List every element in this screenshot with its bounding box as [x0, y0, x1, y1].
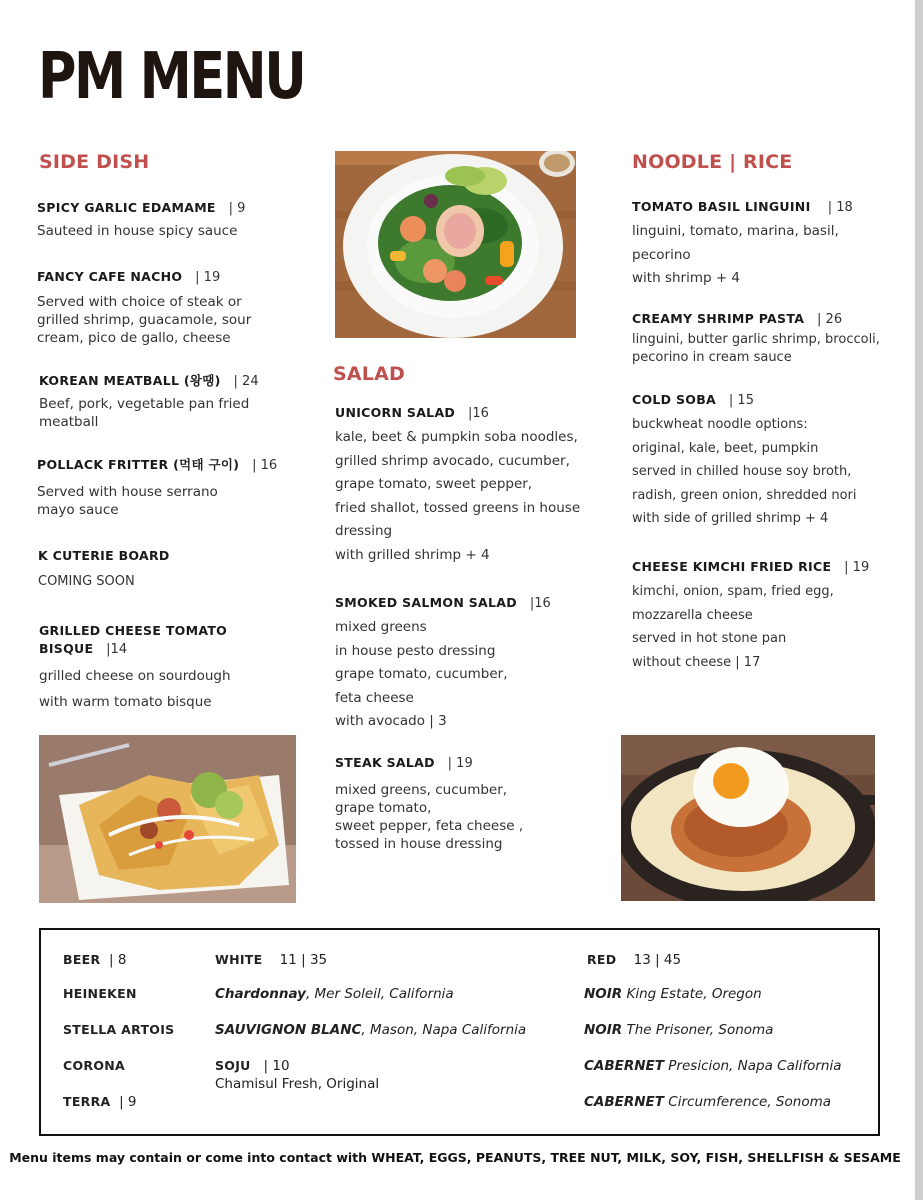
item-price: | 24 — [233, 374, 259, 389]
item-name: GRILLED CHEESE TOMATO BISQUE — [39, 623, 228, 656]
beer-item: STELLA ARTOIS — [63, 1022, 175, 1037]
wine-detail: Presicion, Napa California — [664, 1058, 842, 1074]
item-name: K CUTERIE BOARD — [38, 548, 170, 563]
red-wine — [584, 1022, 773, 1038]
item-price: |14 — [106, 642, 128, 657]
soju-heading: SOJU — [215, 1058, 251, 1073]
item-price: |16 — [467, 406, 489, 421]
item-desc: mixed greens in house pesto dressing grape tomato, cucumber, feta cheese with avocado | 3 — [335, 619, 508, 729]
menu-item — [37, 456, 307, 519]
item-desc: Served with choice of steak or grilled shrimp, guacamole, sour cream, pico de gallo, cheese — [37, 294, 252, 346]
terra-name: TERRA — [63, 1094, 111, 1109]
soju-detail: Chamisul Fresh, Original — [215, 1076, 380, 1092]
item-desc: Served with house serrano mayo sauce — [37, 484, 218, 518]
beer-header — [63, 952, 126, 968]
menu-item — [632, 558, 907, 674]
soju-price: | 10 — [263, 1058, 290, 1074]
beer-item — [63, 1094, 137, 1110]
item-price: | 15 — [728, 393, 754, 408]
item-desc: linguini, butter garlic shrimp, broccoli, pecorino in cream sauce — [632, 332, 880, 365]
beer-heading: BEER — [63, 952, 101, 967]
nacho-photo — [39, 735, 296, 903]
red-price: 13 | 45 — [633, 952, 682, 968]
page-title: PM MENU — [38, 40, 305, 114]
menu-item — [632, 391, 907, 531]
allergen-notice: Menu items may contain or come into contact with WHEAT, EGGS, PEANUTS, TREE NUT, MILK, SOY, FISH, SHELLFISH & SESAME — [9, 1150, 901, 1165]
red-wine — [584, 1094, 831, 1110]
item-desc: grilled cheese on sourdough with warm tomato bisque — [39, 668, 231, 710]
wine-name: CABERNET — [584, 1058, 664, 1074]
menu-item — [37, 199, 307, 240]
item-name: CREAMY SHRIMP PASTA — [632, 311, 805, 326]
item-desc: linguini, tomato, marina, basil, pecorino with shrimp + 4 — [632, 223, 839, 286]
item-price: |16 — [529, 596, 551, 611]
salad-photo — [335, 151, 576, 338]
menu-item — [632, 310, 907, 367]
item-price: | 16 — [252, 458, 278, 473]
wine-detail: Circumference, Sonoma — [664, 1094, 831, 1110]
item-price: | 19 — [844, 560, 870, 575]
white-price: 11 | 35 — [279, 952, 328, 968]
salad-heading: SALAD — [333, 363, 405, 385]
item-name: SPICY GARLIC EDAMAME — [37, 200, 216, 215]
white-wine — [215, 1022, 526, 1038]
wine-name: SAUVIGNON BLANC — [215, 1022, 362, 1038]
menu-item — [39, 622, 319, 715]
menu-item — [38, 547, 308, 591]
item-desc: COMING SOON — [38, 574, 135, 589]
menu-item — [632, 198, 907, 291]
menu-item — [335, 404, 605, 567]
wine-detail: The Prisoner, Sonoma — [622, 1022, 774, 1038]
beer-price: | 8 — [109, 952, 127, 968]
item-price: | 19 — [195, 270, 221, 285]
item-name: UNICORN SALAD — [335, 405, 456, 420]
red-wine — [584, 986, 762, 1002]
wine-name: NOIR — [584, 1022, 623, 1038]
wine-name: Chardonnay — [215, 986, 306, 1002]
item-desc: kimchi, onion, spam, fried egg, mozzarella cheese served in hot stone pan without cheese | 17 — [632, 584, 834, 670]
wine-detail: , Mer Soleil, California — [305, 986, 454, 1002]
terra-price: | 9 — [119, 1094, 137, 1110]
kimchi-rice-photo — [621, 735, 875, 901]
item-desc: Beef, pork, vegetable pan fried meatball — [39, 396, 250, 430]
red-wine — [584, 1058, 842, 1074]
side-dish-heading: SIDE DISH — [39, 151, 150, 173]
wine-name: CABERNET — [584, 1094, 664, 1110]
item-name: FANCY CAFE NACHO — [37, 269, 183, 284]
wine-name: NOIR — [584, 986, 623, 1002]
item-name: KOREAN MEATBALL (왕땡) — [39, 373, 221, 388]
beer-item: CORONA — [63, 1058, 125, 1073]
white-heading: WHITE — [215, 952, 263, 967]
item-name: SMOKED SALMON SALAD — [335, 595, 517, 610]
scrollbar-thumb[interactable] — [915, 0, 923, 1200]
item-name: STEAK SALAD — [335, 755, 435, 770]
beer-item: HEINEKEN — [63, 986, 137, 1001]
item-name: COLD SOBA — [632, 392, 717, 407]
drinks-box — [39, 928, 880, 1136]
white-wine — [215, 986, 454, 1002]
item-desc: mixed greens, cucumber, grape tomato, sweet pepper, feta cheese , tossed in house dressing — [335, 782, 524, 852]
item-price: | 9 — [228, 201, 246, 216]
item-desc: buckwheat noodle options: original, kale, beet, pumpkin served in chilled house soy broth, radish, green onion, shredded nori with side of grilled shrimp + 4 — [632, 417, 857, 526]
item-desc: Sauteed in house spicy sauce — [37, 223, 238, 239]
wine-detail: , Mason, Napa California — [361, 1022, 527, 1038]
white-header — [215, 952, 327, 968]
noodle-rice-heading: NOODLE | RICE — [632, 151, 793, 173]
menu-item — [37, 268, 307, 347]
wine-detail: King Estate, Oregon — [622, 986, 762, 1002]
item-name: CHEESE KIMCHI FRIED RICE — [632, 559, 832, 574]
menu-item — [335, 594, 605, 734]
item-price: | 18 — [827, 200, 853, 215]
menu-item — [39, 372, 309, 431]
item-name: POLLACK FRITTER (먹태 구이) — [37, 457, 240, 472]
red-header — [587, 952, 681, 968]
menu-item — [335, 754, 605, 853]
scrollbar[interactable] — [915, 0, 923, 1200]
item-price: | 19 — [447, 756, 473, 771]
item-price: | 26 — [817, 312, 843, 327]
item-name: TOMATO BASIL LINGUINI — [632, 199, 811, 214]
item-desc: kale, beet & pumpkin soba noodles, grilled shrimp avocado, cucumber, grape tomato, sweet pepper, fried shallot, tossed greens in house dressing with grilled shrimp + 4 — [335, 429, 581, 563]
red-heading: RED — [587, 952, 617, 967]
soju-header — [215, 1058, 290, 1074]
